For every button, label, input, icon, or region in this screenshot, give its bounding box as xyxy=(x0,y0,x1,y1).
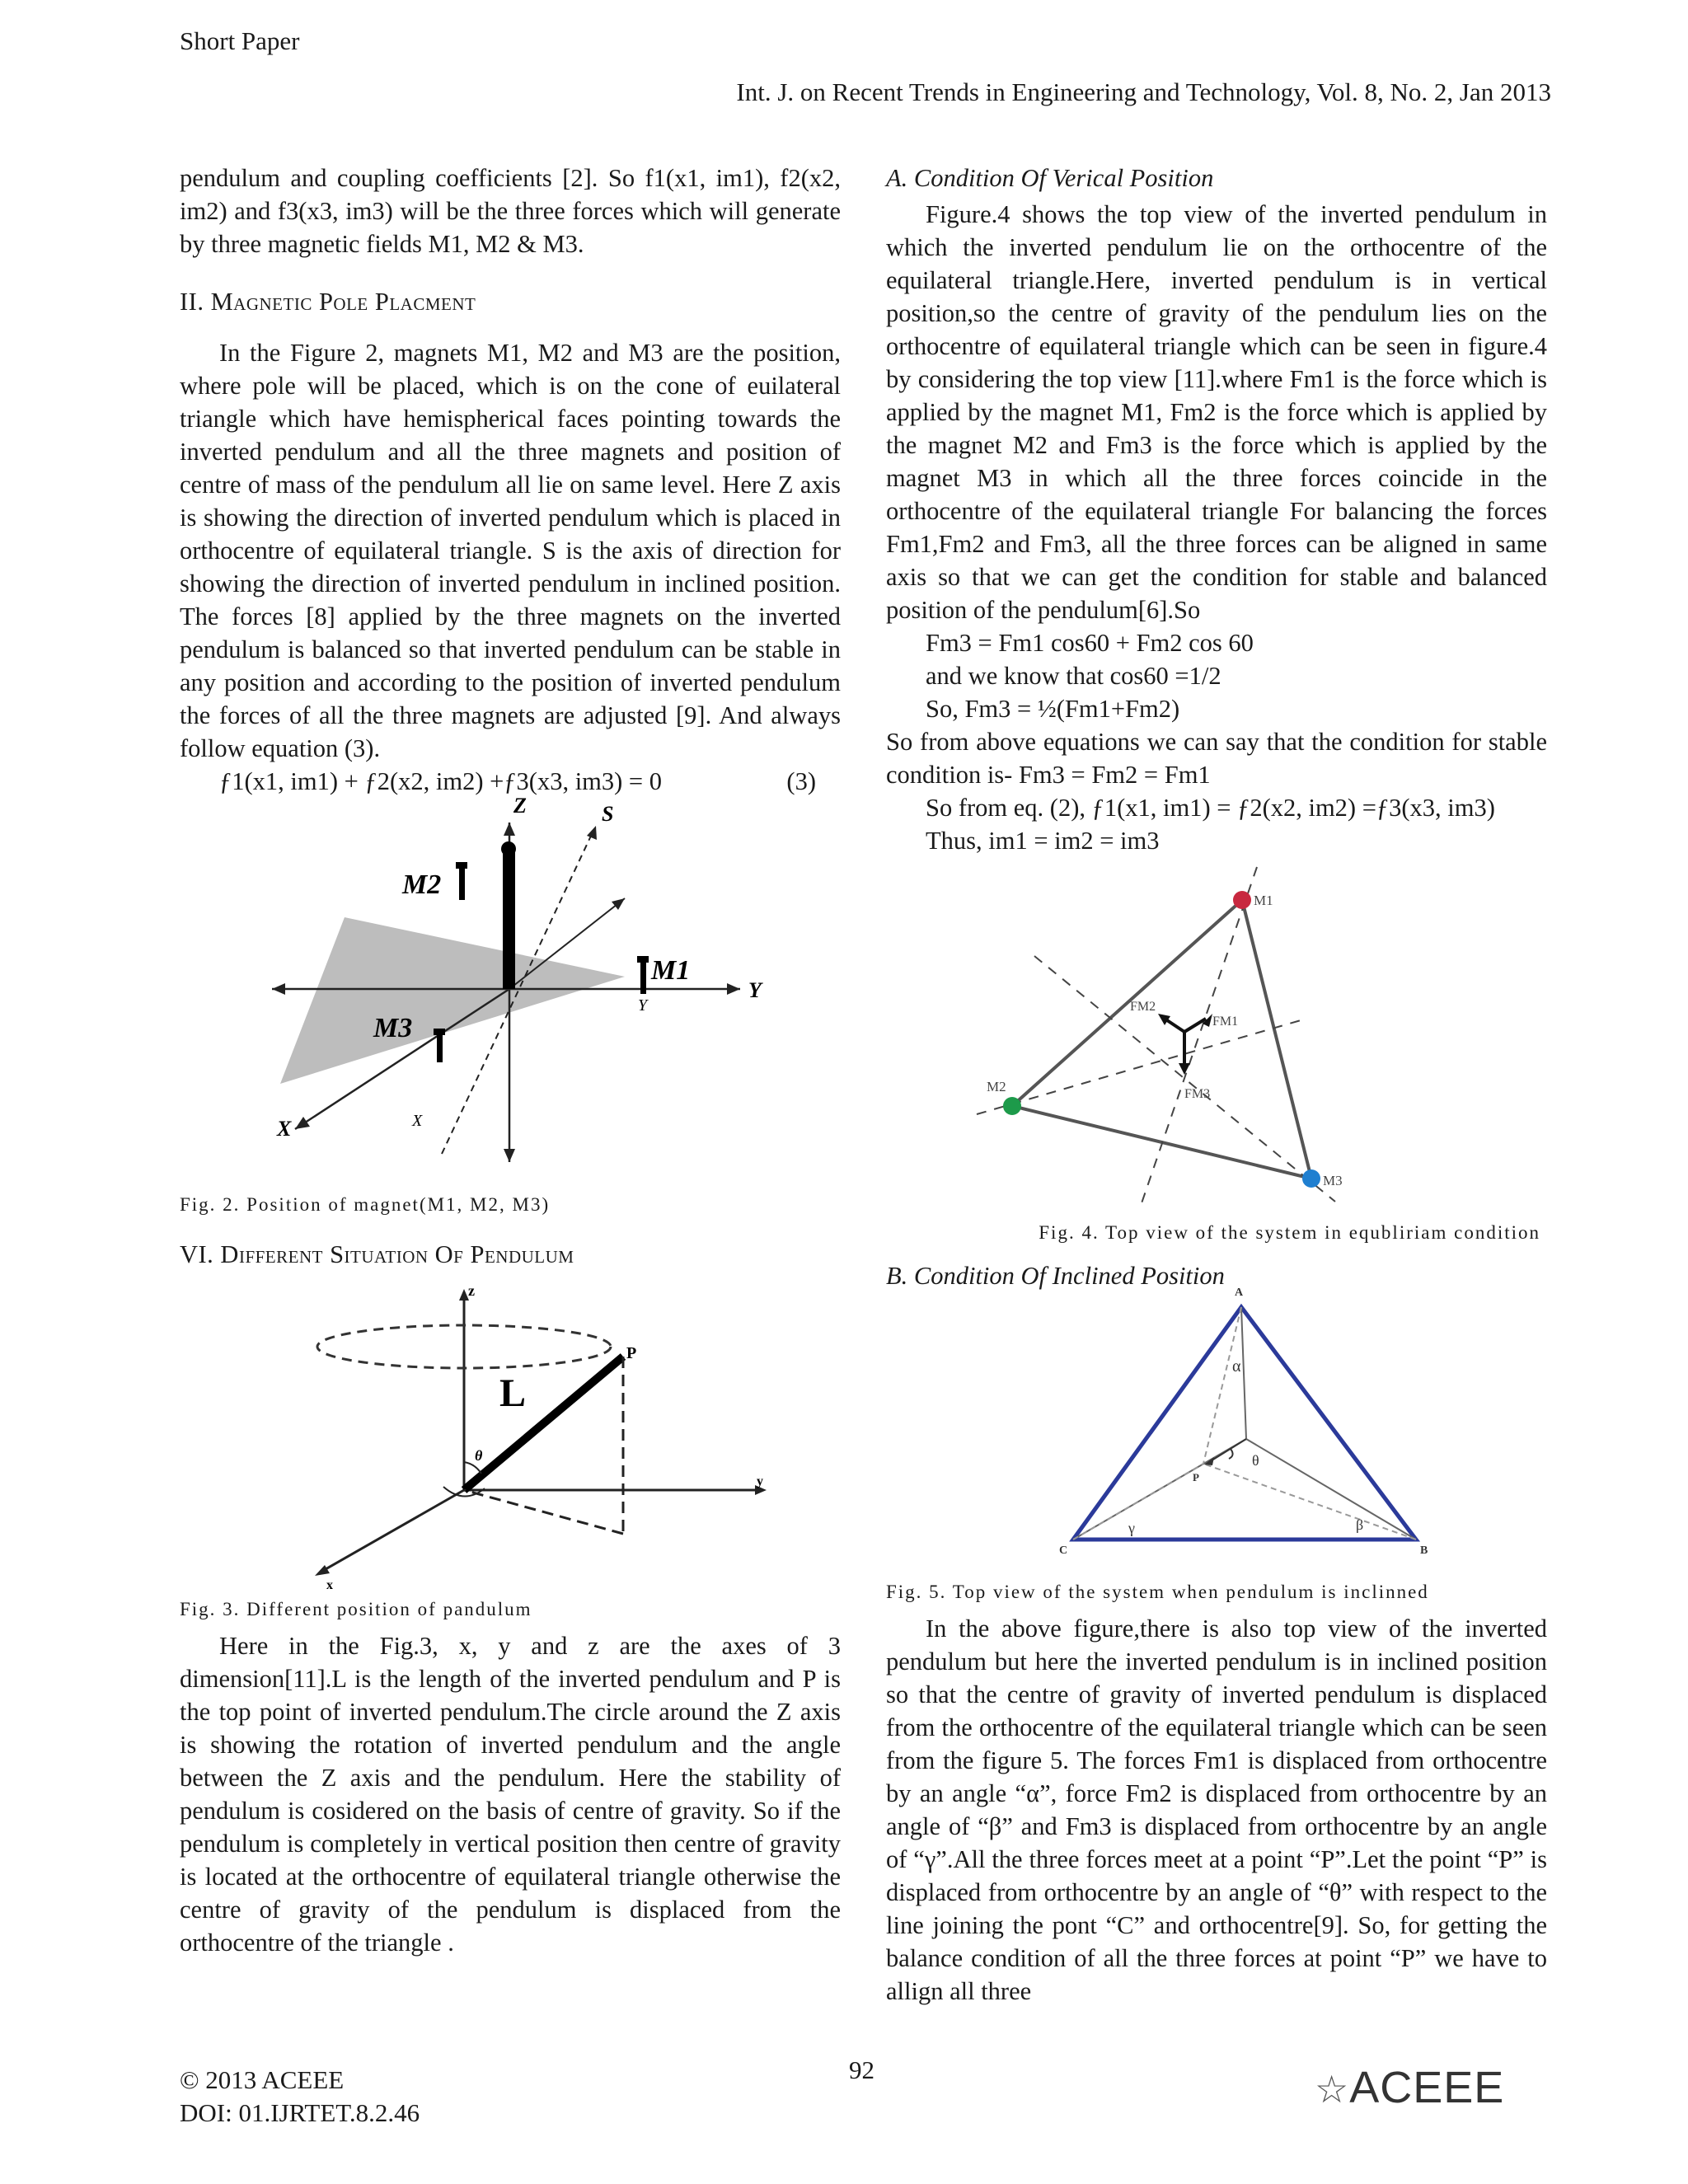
x-label: x xyxy=(326,1578,333,1592)
section-heading-different-situation: VI. Different Situation Of Pendulum xyxy=(180,1240,574,1268)
triangle-shape xyxy=(280,917,625,1084)
theta-label: θ xyxy=(475,1447,483,1464)
y-label: y xyxy=(757,1474,763,1488)
m3-label: M3 xyxy=(373,1013,413,1043)
c-label: C xyxy=(1059,1544,1068,1557)
magnet-m2-dot xyxy=(1003,1097,1021,1115)
star-icon: ☆ xyxy=(1315,2068,1350,2111)
projection-line xyxy=(464,1490,623,1534)
gamma-label: γ xyxy=(1128,1520,1135,1536)
y-label: Y xyxy=(748,978,762,1002)
y-small-label: Y xyxy=(638,996,648,1015)
figure-3-caption: Fig. 3. Different position of pandulum xyxy=(180,1599,532,1619)
magnet-m3-dot xyxy=(1302,1169,1320,1188)
b-label: B xyxy=(1420,1544,1428,1557)
copyright: © 2013 ACEEE xyxy=(180,2065,345,2094)
m1-label: M1 xyxy=(651,955,691,986)
pendulum-rod xyxy=(464,1357,623,1490)
theta-label: θ xyxy=(1252,1452,1259,1469)
vertical-paragraph: Figure.4 shows the top view of the inverted pendulum in which the inverted pendulum lie on the orthocentre of the equilateral triangle.Here, inverted pendulum is in vertical position,so the centre of gravity of the pendulum lies on the orthocentre of equilateral triangle which can be seen in figure.4 by considering the top view [11].where Fm1 is the force which is applied by the magnet M1, Fm2 is the force which is applied by the magnet M2 and Fm3 is the force which is applied by the magnet M3 in which all the three forces coincide in the orthocentre of the equilateral triangle For balancing the forces Fm1,Fm2 and Fm3, all the three forces can be aligned in same axis so that we can get the condition for stable and balanced position of the pendulum[6].So xyxy=(886,200,1547,624)
p-label: P xyxy=(1193,1471,1199,1483)
left-column xyxy=(180,162,841,1959)
x-axis xyxy=(320,1490,464,1572)
equation-text: ƒ1(x1, im1) + ƒ2(x2, im2) +ƒ3(x3, im3) = 0 xyxy=(219,767,663,795)
x-small-label: X xyxy=(412,1112,423,1130)
fm1-label: FM1 xyxy=(1212,1015,1239,1029)
equation-a3: So, Fm3 = ½(Fm1+Fm2) xyxy=(926,695,1180,723)
p-label: P xyxy=(626,1344,637,1362)
s-label: S xyxy=(602,802,614,826)
intro-paragraph: pendulum and coupling coefficients [2]. So f1(x1, im1), f2(x2, im2) and f3(x3, im3) will be the three forces which will generate by three magnetic fields M1, M2 & M3. xyxy=(180,164,841,258)
alpha-label: α xyxy=(1232,1357,1241,1376)
subsection-heading-inclined: B. Condition Of Inclined Position xyxy=(886,1262,1225,1290)
magnet-m1-post xyxy=(640,961,646,994)
section-paragraph: In the Figure 2, magnets M1, M2 and M3 are the position, where pole will be placed, which is on the cone of euilateral triangle which have hemispherical faces pointing towards the inverted pendulum and all the three magnets and position of centre of mass of the pendulum all lie on same level. Here Z axis is showing the direction of inverted pendulum which is placed in orthocentre of equilateral triangle. S is the axis of direction for showing the direction of inverted pendulum in inclined position. The forces [8] applied by the three magnets on the inverted pendulum is balanced so that inverted pendulum can be stable in any position and according to the position of inverted pendulum the forces of all the three magnets are adjusted [9]. And always follow equation (3). xyxy=(180,339,841,762)
figure-5-caption: Fig. 5. Top view of the system when pendulum is inclinned xyxy=(886,1582,1429,1602)
equation-a5: Thus, im1 = im2 = im3 xyxy=(926,827,1160,855)
magnet-m2-post xyxy=(459,867,465,900)
figure-2-caption: Fig. 2. Position of magnet(M1, M2, M3) xyxy=(180,1194,551,1215)
figure-2-magnet-positions xyxy=(180,794,841,1187)
median-line xyxy=(977,1019,1306,1114)
figure-4-caption: Fig. 4. Top view of the system in equbliriam condition xyxy=(1039,1222,1540,1243)
z-label: Z xyxy=(513,794,527,818)
x-label: X xyxy=(277,1117,292,1141)
logo-text: ACEEE xyxy=(1349,2063,1505,2112)
figure-4-top-view-equilibrium xyxy=(886,865,1547,1212)
stable-condition-text: So from above equations we can say that the condition for stable condition is- Fm3 = Fm2 = Fm1 xyxy=(886,728,1547,789)
a-label: A xyxy=(1235,1286,1244,1299)
fig3-paragraph: Here in the Fig.3, x, y and z are the axes of 3 dimension[11].L is the length of the inverted pendulum and P is the top point of inverted pendulum.The circle around the Z axis is showing the rotation of inverted pendulum and the angle between the Z axis and the pendulum. Here the stability of pendulum is cosidered on the basis of centre of gravity. So if the pendulum is completely in vertical position then centre of gravity is located at the orthocentre of equilateral triangle otherwise the centre of gravity of the pendulum is displaced from the orthocentre of the triangle . xyxy=(180,1632,841,1957)
m1-label: M1 xyxy=(1254,893,1273,908)
fm3-label: FM3 xyxy=(1184,1087,1211,1101)
inclined-paragraph: In the above figure,there is also top view of the inverted pendulum but here the inverted pendulum is in inclined position so that the centre of gravity of inverted pendulum is displaced from the orthocentre of the equilateral triangle which can be seen from the figure 5. The forces Fm1 is displaced from orthocentre by an angle “α”, force Fm2 is displaced from orthocentre by an angle of “β” and Fm3 is displaced from orthocentre by an angle of “γ”.All the three forces meet at a point “P”.Let the point “P” is displaced from orthocentre by an angle of “θ” with respect to the line joining the pont “C” and orthocentre[9]. So, for getting the balance condition of all the three forces at point “P” we have to allign all three xyxy=(886,1615,1547,2005)
magnet-m1-dot xyxy=(1233,891,1251,909)
equation-a1: Fm3 = Fm1 cos60 + Fm2 cos 60 xyxy=(926,629,1254,657)
beta-label: β xyxy=(1356,1516,1364,1533)
triangle-outline xyxy=(1073,1307,1416,1540)
running-label: Short Paper xyxy=(180,26,300,55)
equation-number: (3) xyxy=(786,767,816,795)
equation-3 xyxy=(180,765,841,798)
page-number: 92 xyxy=(849,2055,874,2084)
figure-3-pendulum-positions xyxy=(180,1282,841,1591)
equation-a2: and we know that cos60 =1/2 xyxy=(926,662,1221,690)
section-heading-magnetic-pole: II. Magnetic Pole Placment xyxy=(180,288,476,316)
doi: DOI: 01.IJRTET.8.2.46 xyxy=(180,2098,420,2127)
figure-5-top-view-inclined xyxy=(886,1286,1547,1564)
m2-label: M2 xyxy=(402,869,442,900)
m3-label: M3 xyxy=(1323,1173,1343,1188)
subsection-heading-vertical: A. Condition Of Verical Position xyxy=(886,164,1214,192)
journal-citation: Int. J. on Recent Trends in Engineering and Technology, Vol. 8, No. 2, Jan 2013 xyxy=(736,77,1551,106)
pendulum-rod xyxy=(503,847,515,989)
m2-label: M2 xyxy=(987,1079,1006,1094)
fm2-label: FM2 xyxy=(1130,1000,1156,1014)
z-label: z xyxy=(468,1282,475,1299)
right-column xyxy=(886,162,1547,2008)
equation-a4: So from eq. (2), ƒ1(x1, im1) = ƒ2(x2, im2) =ƒ3(x3, im3) xyxy=(926,794,1495,822)
triangle-outline xyxy=(1012,900,1311,1179)
aceee-logo xyxy=(1315,2062,1504,2113)
magnet-m3-post xyxy=(437,1033,443,1062)
l-label: L xyxy=(499,1371,527,1415)
